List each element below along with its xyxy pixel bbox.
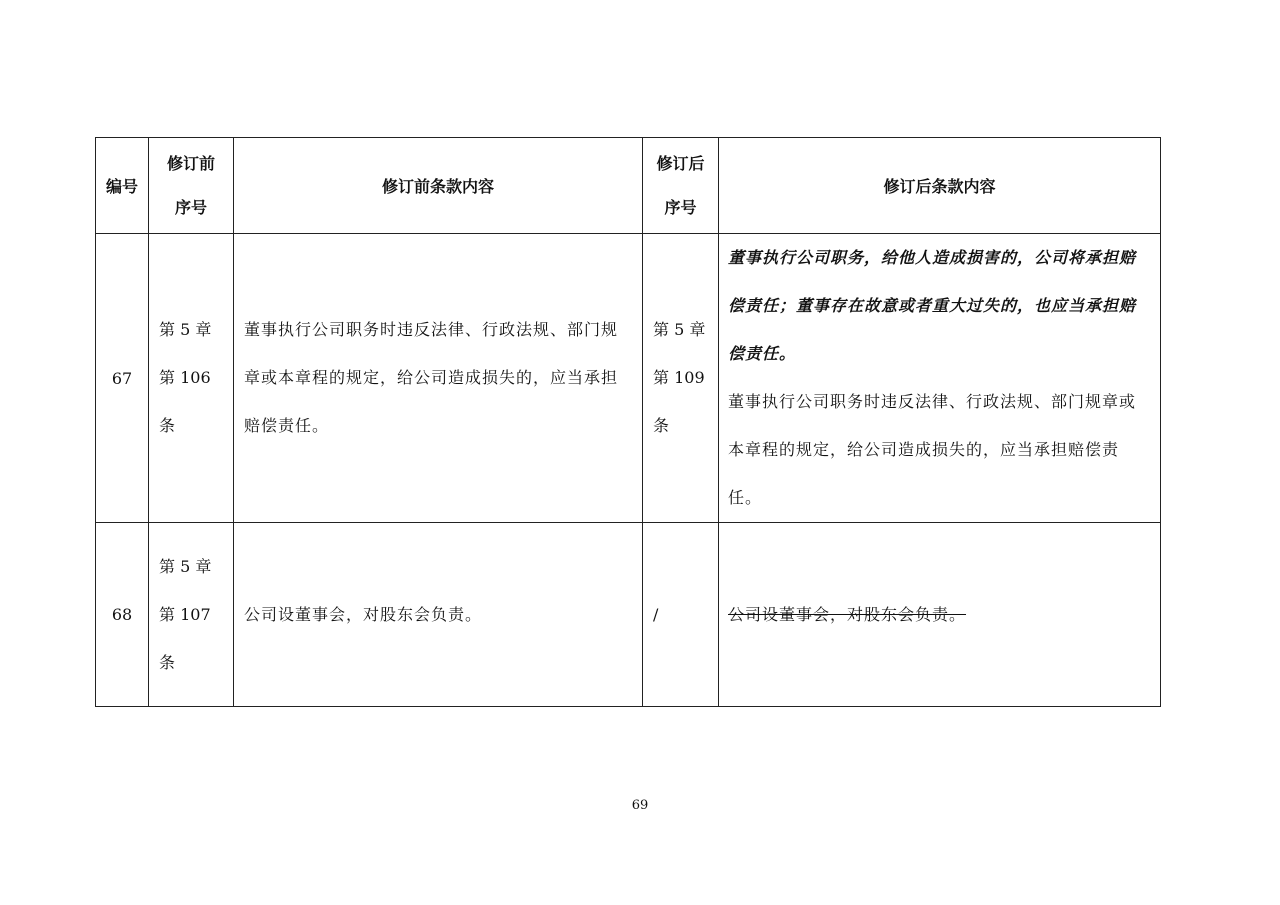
row-new-seq: 第 5 章 第 109 条 <box>643 234 719 523</box>
row-number: 67 <box>96 234 149 523</box>
header-new-content: 修订后条款内容 <box>719 138 1161 234</box>
kept-text: 董事执行公司职务时违反法律、行政法规、部门规章或本章程的规定，给公司造成损失的，应当承担赔偿责任。 <box>728 392 1137 507</box>
header-old-content: 修订前条款内容 <box>234 138 643 234</box>
page-number: 69 <box>631 798 649 813</box>
deleted-text: 公司设董事会，对股东会负责。 <box>728 604 967 624</box>
table-header-row <box>96 138 1161 234</box>
row-new-content <box>719 234 1161 523</box>
row-new-content <box>719 523 1161 707</box>
row-old-seq: 第 5 章 第 106 条 <box>149 234 234 523</box>
row-new-seq: / <box>643 523 719 707</box>
header-old-seq: 修订前 序号 <box>149 138 234 234</box>
table-row <box>96 234 1161 523</box>
row-old-content: 公司设董事会，对股东会负责。 <box>234 523 643 707</box>
header-new-seq: 修订后 序号 <box>643 138 719 234</box>
header-number: 编号 <box>96 138 149 234</box>
added-text: 董事执行公司职务，给他人造成损害的，公司将承担赔偿责任；董事存在故意或者重大过失的，也应当承担赔偿责任。 <box>728 248 1137 363</box>
row-old-content: 董事执行公司职务时违反法律、行政法规、部门规章或本章程的规定，给公司造成损失的，应当承担赔偿责任。 <box>234 234 643 523</box>
row-old-seq: 第 5 章 第 107 条 <box>149 523 234 707</box>
table-row <box>96 523 1161 707</box>
revision-table <box>95 137 1161 707</box>
row-number: 68 <box>96 523 149 707</box>
